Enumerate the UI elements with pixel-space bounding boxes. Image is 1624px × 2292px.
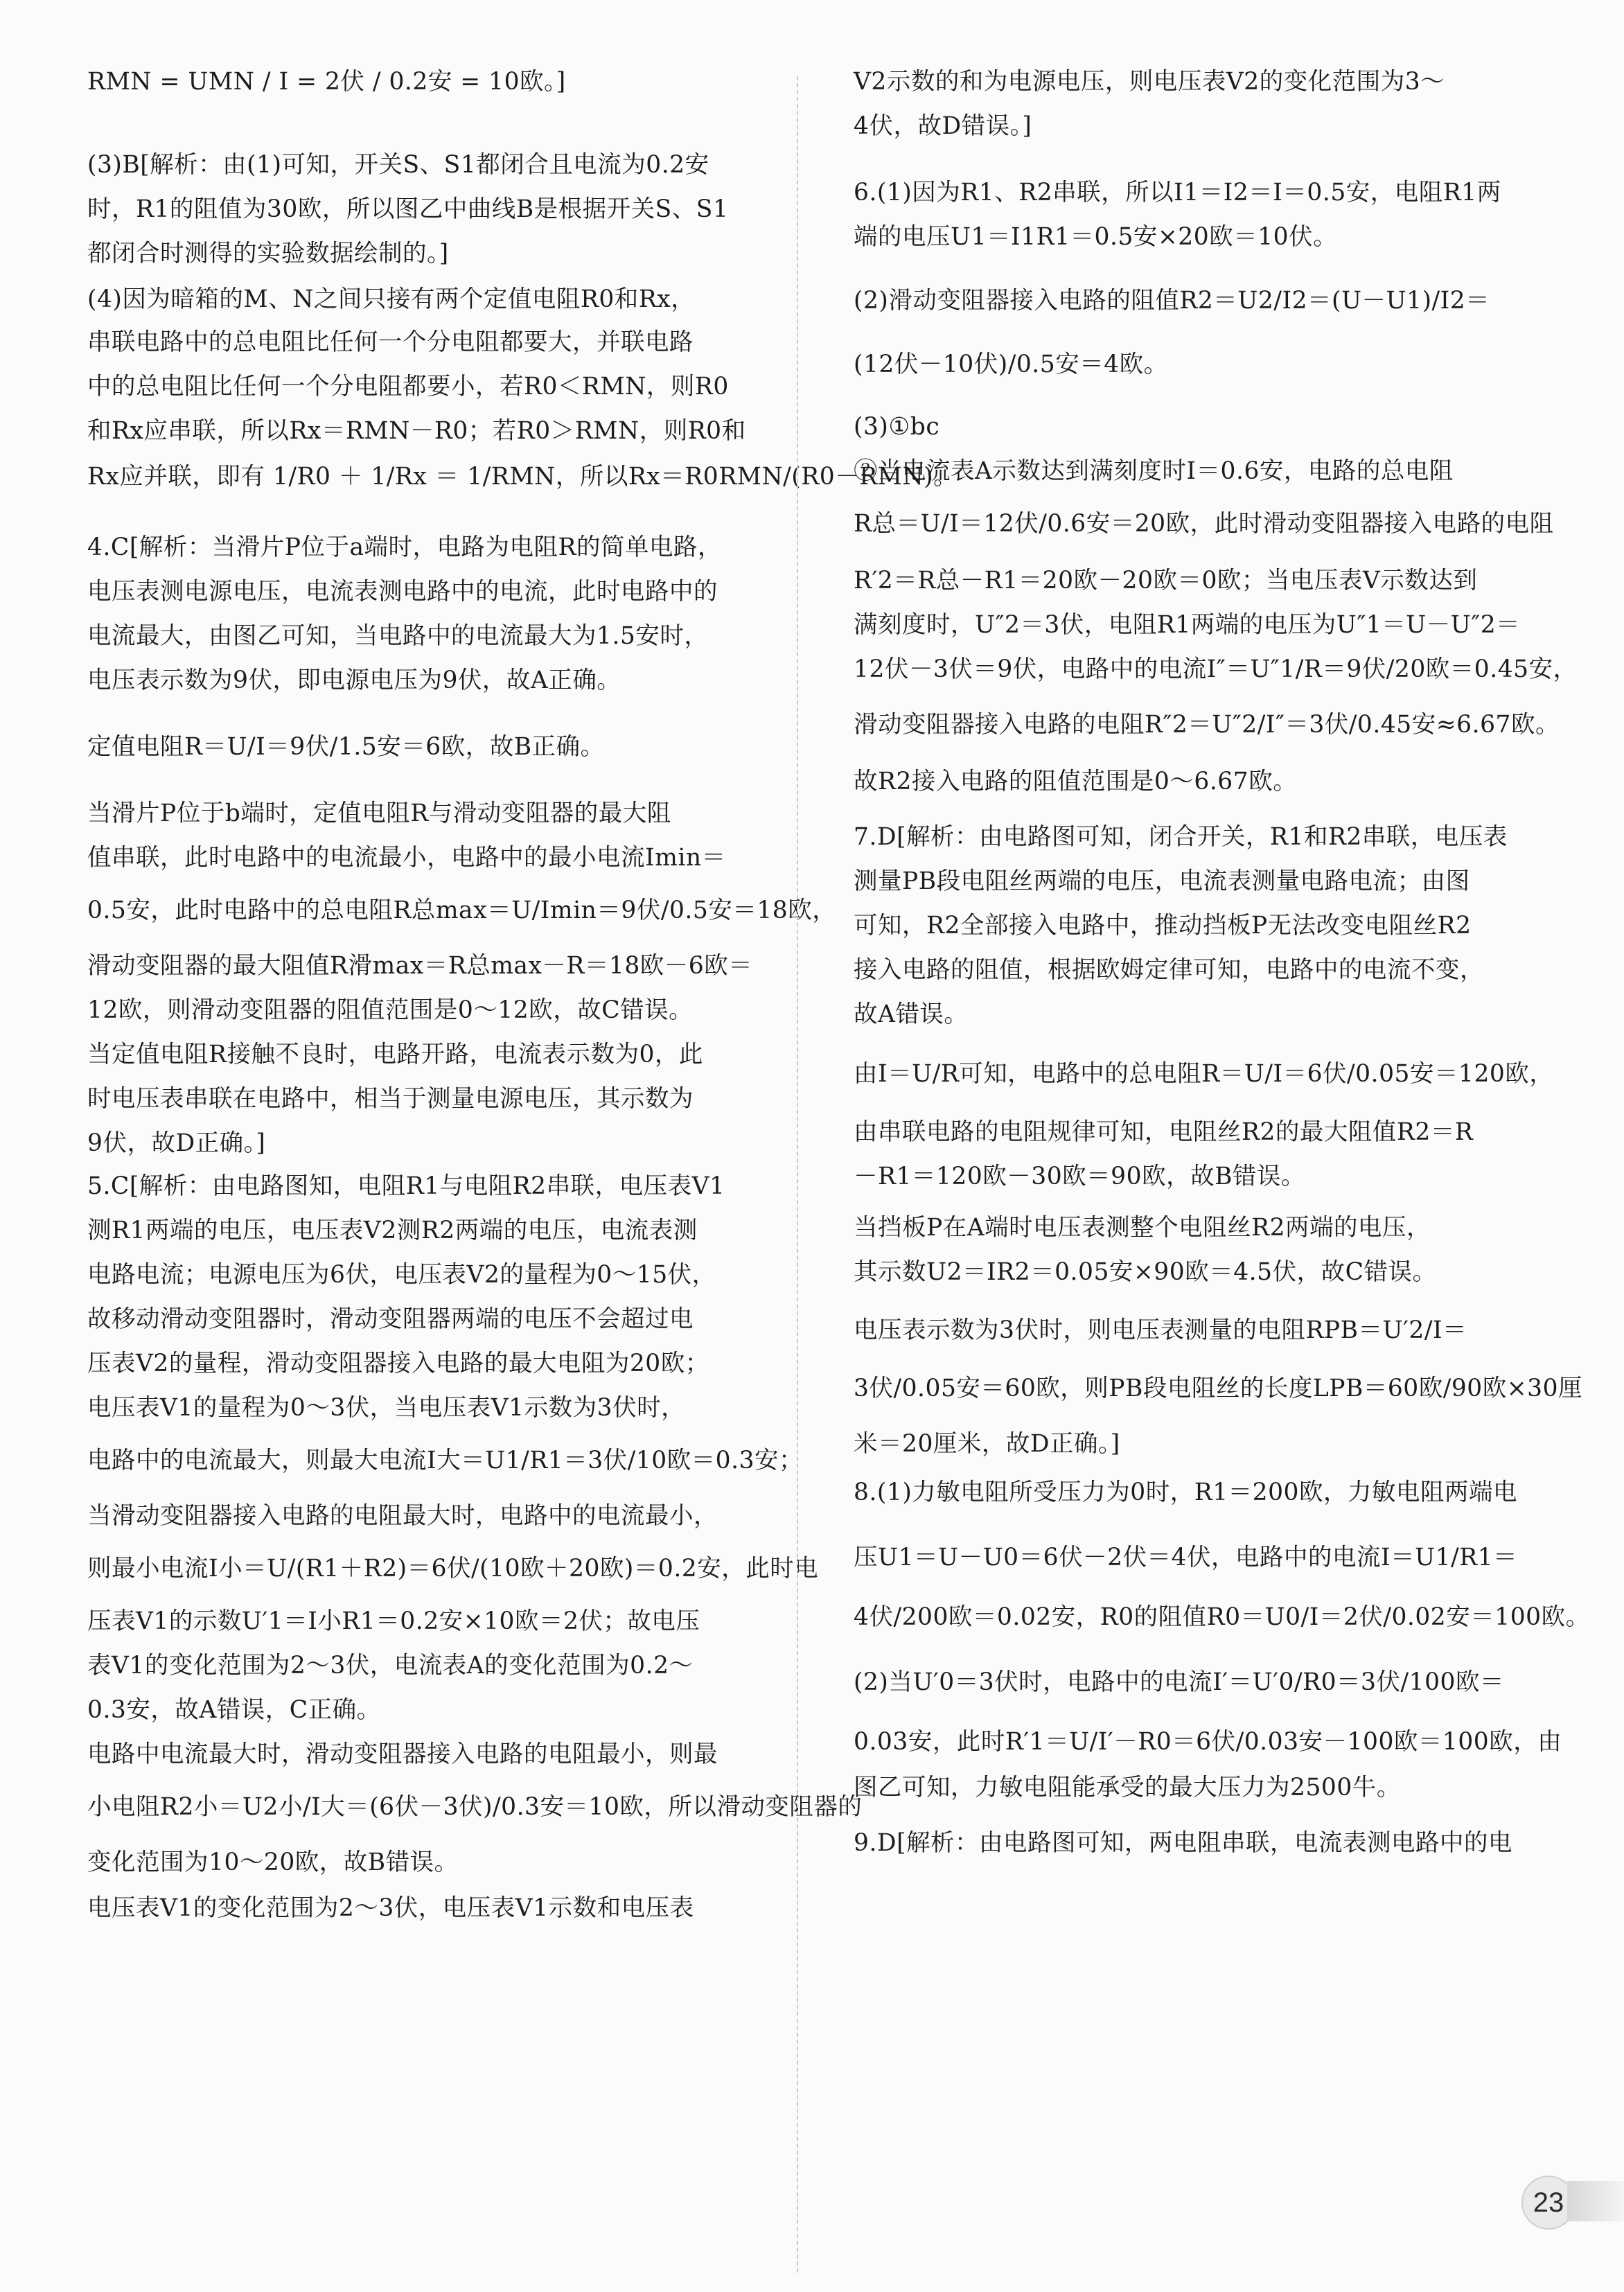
left-text-line: 时，R1的阻值为30欧，所以图乙中曲线B是根据开关S、S1 bbox=[87, 195, 729, 223]
right-text-line: 满刻度时，U″2＝3伏，电阻R1两端的电压为U″1＝U－U″2＝ bbox=[854, 611, 1521, 639]
right-text-line: 8.(1)力敏电阻所受压力为0时，R1＝200欧，力敏电阻两端电 bbox=[854, 1479, 1518, 1506]
right-text-line: (2)当U′0＝3伏时，电路中的电流I′＝U′0/R0＝3伏/100欧＝ bbox=[854, 1668, 1504, 1696]
left-text-line: 则最小电流I小＝U/(R1＋R2)＝6伏/(10欧＋20欧)＝0.2安，此时电 bbox=[87, 1555, 819, 1583]
left-text-line: 表V1的变化范围为2～3伏，电流表A的变化范围为0.2～ bbox=[87, 1652, 694, 1680]
right-text-line: 12伏－3伏＝9伏，电路中的电流I″＝U″1/R＝9伏/20欧＝0.45安， bbox=[854, 655, 1578, 683]
left-text-line: 9伏，故D正确。] bbox=[87, 1129, 266, 1157]
left-text-line: 电压表V1的变化范围为2～3伏，电压表V1示数和电压表 bbox=[87, 1894, 694, 1922]
right-text-line: (2)滑动变阻器接入电路的阻值R2＝U2/I2＝(U－U1)/I2＝ bbox=[854, 287, 1490, 315]
left-text-line: 值串联，此时电路中的电流最小，电路中的最小电流Imin＝ bbox=[87, 844, 726, 872]
left-text-line: 小电阻R2小＝U2小/I大＝(6伏－3伏)/0.3安＝10欧，所以滑动变阻器的 bbox=[87, 1793, 863, 1821]
right-text-line: 4伏，故D错误。] bbox=[854, 112, 1032, 140]
left-text-line: RMN = UMN / I = 2伏 / 0.2安 = 10欧。] bbox=[87, 68, 566, 96]
left-text-line: 时电压表串联在电路中，相当于测量电源电压，其示数为 bbox=[87, 1085, 694, 1113]
left-text-line: 5.C[解析：由电路图知，电阻R1与电阻R2串联，电压表V1 bbox=[87, 1172, 725, 1200]
right-text-line: 图乙可知，力敏电阻能承受的最大压力为2500牛。 bbox=[854, 1774, 1401, 1801]
left-text-line: 串联电路中的总电阻比任何一个分电阻都要大，并联电路 bbox=[87, 328, 694, 356]
left-text-line: 电路电流；电源电压为6伏，电压表V2的量程为0～15伏， bbox=[87, 1261, 716, 1289]
right-text-line: 故A错误。 bbox=[854, 1000, 969, 1028]
right-text-line: 压U1＝U－U0＝6伏－2伏＝4伏，电路中的电流I＝U1/R1＝ bbox=[854, 1544, 1518, 1571]
left-text-line: 都闭合时测得的实验数据绘制的。] bbox=[87, 240, 449, 267]
right-text-line: V2示数的和为电源电压，则电压表V2的变化范围为3～ bbox=[854, 68, 1445, 96]
right-text-line: R总＝U/I＝12伏/0.6安＝20欧，此时滑动变阻器接入电路的电阻 bbox=[854, 510, 1554, 538]
left-text-line: 0.5安，此时电路中的总电阻R总max＝U/Imin＝9伏/0.5安＝18欧， bbox=[87, 897, 837, 924]
left-text-line: (3)B[解析：由(1)可知，开关S、S1都闭合且电流为0.2安 bbox=[87, 151, 709, 179]
left-text-line: Rx应并联，即有 1/R0 ＋ 1/Rx ＝ 1/RMN，所以Rx＝R0RMN/(R0－RMN)。 bbox=[87, 463, 958, 491]
left-text-line: 压表V2的量程，滑动变阻器接入电路的最大电阻为20欧； bbox=[87, 1350, 709, 1377]
left-text-line: (4)因为暗箱的M、N之间只接有两个定值电阻R0和Rx， bbox=[87, 285, 696, 313]
left-text-line: 12欧，则滑动变阻器的阻值范围是0～12欧，故C错误。 bbox=[87, 996, 694, 1024]
page-edge-tab bbox=[1567, 2181, 1624, 2221]
right-text-line: 可知，R2全部接入电路中，推动挡板P无法改变电阻丝R2 bbox=[854, 912, 1472, 940]
left-text-line: 故移动滑动变阻器时，滑动变阻器两端的电压不会超过电 bbox=[87, 1305, 694, 1333]
right-text-line: 端的电压U1＝I1R1＝0.5安×20欧＝10伏。 bbox=[854, 223, 1338, 251]
right-text-line: 接入电路的阻值，根据欧姆定律可知，电路中的电流不变， bbox=[854, 956, 1484, 984]
left-text-line: 变化范围为10～20欧，故B错误。 bbox=[87, 1849, 459, 1876]
left-text-line: 压表V1的示数U′1＝I小R1＝0.2安×10欧＝2伏；故电压 bbox=[87, 1607, 700, 1635]
left-text-line: 当滑动变阻器接入电路的电阻最大时，电路中的电流最小， bbox=[87, 1502, 718, 1530]
right-text-line: 0.03安，此时R′1＝U/I′－R0＝6伏/0.03安－100欧＝100欧，由 bbox=[854, 1728, 1562, 1756]
left-text-line: 电路中电流最大时，滑动变阻器接入电路的电阻最小，则最 bbox=[87, 1740, 718, 1768]
right-text-line: 米＝20厘米，故D正确。] bbox=[854, 1430, 1120, 1458]
left-text-line: 测R1两端的电压，电压表V2测R2两端的电压，电流表测 bbox=[87, 1217, 698, 1244]
right-text-line: 7.D[解析：由电路图可知，闭合开关，R1和R2串联，电压表 bbox=[854, 823, 1508, 851]
left-text-line: 当滑片P位于b端时，定值电阻R与滑动变阻器的最大阻 bbox=[87, 800, 671, 827]
left-text-line: 滑动变阻器的最大阻值R滑max＝R总max－R＝18欧－6欧＝ bbox=[87, 952, 753, 980]
right-text-line: 由I＝U/R可知，电路中的总电阻R＝U/I＝6伏/0.05安＝120欧， bbox=[854, 1060, 1554, 1088]
right-text-line: 当挡板P在A端时电压表测整个电阻丝R2两端的电压， bbox=[854, 1214, 1431, 1242]
right-text-line: 3伏/0.05安＝60欧，则PB段电阻丝的长度LPB＝60欧/90欧×30厘 bbox=[854, 1375, 1583, 1402]
right-text-line: 4伏/200欧＝0.02安，R0的阻值R0＝U0/I＝2伏/0.02安＝100欧。 bbox=[854, 1603, 1590, 1631]
right-text-line: (12伏－10伏)/0.5安＝4欧。 bbox=[854, 351, 1168, 378]
left-text-line: 电路中的电流最大，则最大电流I大＝U1/R1＝3伏/10欧＝0.3安； bbox=[87, 1447, 804, 1474]
left-text-line: 当定值电阻R接触不良时，电路开路，电流表示数为0，此 bbox=[87, 1041, 703, 1068]
left-text-line: 电流最大，由图乙可知，当电路中的电流最大为1.5安时， bbox=[87, 622, 709, 650]
left-text-line: 电压表V1的量程为0～3伏，当电压表V1示数为3伏时， bbox=[87, 1394, 686, 1422]
left-text-line: 定值电阻R＝U/I＝9伏/1.5安＝6欧，故B正确。 bbox=[87, 733, 605, 761]
left-text-line: 中的总电阻比任何一个分电阻都要小，若R0＜RMN，则R0 bbox=[87, 373, 729, 400]
right-text-line: 9.D[解析：由电路图可知，两电阻串联，电流表测电路中的电 bbox=[854, 1829, 1513, 1857]
left-text-line: 0.3安，故A错误，C正确。 bbox=[87, 1696, 381, 1724]
left-text-line: 和Rx应串联，所以Rx＝RMN－R0；若R0＞RMN，则R0和 bbox=[87, 417, 746, 445]
right-text-line: 故R2接入电路的阻值范围是0～6.67欧。 bbox=[854, 768, 1298, 795]
right-text-line: 由串联电路的电阻规律可知，电阻丝R2的最大阻值R2＝R bbox=[854, 1118, 1474, 1146]
right-text-line: 电压表示数为3伏时，则电压表测量的电阻RPB＝U′2/I＝ bbox=[854, 1316, 1467, 1344]
right-text-line: R′2＝R总－R1＝20欧－20欧＝0欧；当电压表V示数达到 bbox=[854, 567, 1478, 594]
right-text-line: －R1＝120欧－30欧＝90欧，故B错误。 bbox=[854, 1163, 1305, 1190]
right-text-line: ②当电流表A示数达到满刻度时I＝0.6安，电路的总电阻 bbox=[854, 457, 1454, 485]
page-number: 23 bbox=[1521, 2176, 1576, 2230]
right-text-line: (3)①bc bbox=[854, 413, 940, 441]
right-text-line: 滑动变阻器接入电路的电阻R″2＝U″2/I″＝3伏/0.45安≈6.67欧。 bbox=[854, 711, 1560, 739]
column-divider bbox=[797, 76, 798, 2273]
left-text-line: 电压表示数为9伏，即电源电压为9伏，故A正确。 bbox=[87, 667, 621, 694]
right-text-line: 测量PB段电阻丝两端的电压，电流表测量电路电流；由图 bbox=[854, 867, 1470, 895]
right-text-line: 6.(1)因为R1、R2串联，所以I1＝I2＝I＝0.5安，电阻R1两 bbox=[854, 179, 1501, 206]
right-text-line: 其示数U2＝IR2＝0.05安×90欧＝4.5伏，故C错误。 bbox=[854, 1258, 1437, 1286]
left-text-line: 4.C[解析：当滑片P位于a端时，电路为电阻R的简单电路， bbox=[87, 534, 723, 561]
left-text-line: 电压表测电源电压，电流表测电路中的电流，此时电路中的 bbox=[87, 578, 718, 606]
